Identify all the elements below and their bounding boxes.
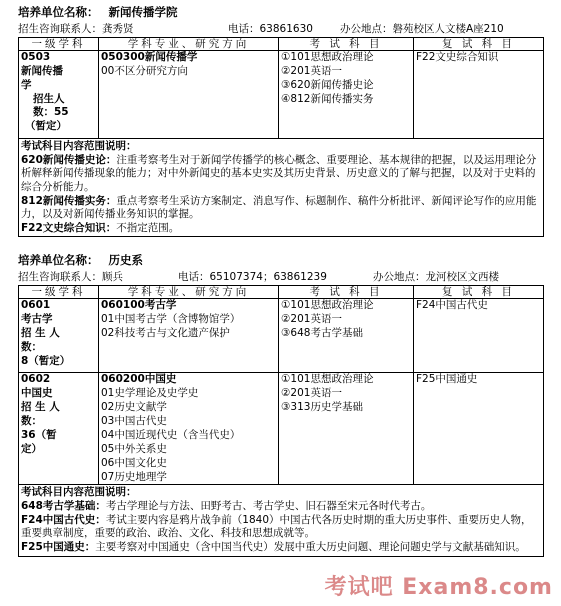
direction-item: 04中国近现代史（含当代史） bbox=[101, 428, 241, 441]
table-header-row bbox=[19, 286, 544, 299]
discipline-cell: 0602 中国史 招 生 人 数： 36（暂 定） bbox=[19, 373, 99, 485]
contact-row-2 bbox=[18, 269, 551, 285]
retest-cell: F22文史综合知识 bbox=[414, 51, 544, 139]
major-name: 060200中国史 bbox=[101, 373, 177, 386]
header-retest: 复 试 科 目 bbox=[414, 286, 544, 299]
exam-cell: ①101思想政治理论 ②201英语一 ③648考古学基础 bbox=[279, 299, 414, 373]
retest-cell: F24中国古代史 bbox=[414, 299, 544, 373]
unit-header-2 bbox=[18, 251, 551, 269]
watermark-logo: 考试吧 Exam8.com bbox=[324, 574, 553, 600]
contact-person: 招生咨询联系人：龚秀贤 bbox=[18, 23, 134, 35]
notes-title: 考试科目内容范围说明： bbox=[21, 486, 137, 499]
unit-header-1 bbox=[18, 3, 551, 21]
note-item: 620新闻传播史论：注重考察考生对于新闻学传播学的核心概念、重要理论、基本规律的把握，以及运用理论分析解释新闻传播现象的能力；对中外新闻史的基本史实及其历史背景、历史意义的了解与把握，以及对于史料的综合分析能力。 bbox=[21, 153, 537, 193]
contact-location: 办公地点：磐苑校区人文楼A座210 bbox=[340, 23, 504, 35]
note-item: F25中国通史：主要考察对中国通史（含中国当代史）发展中重大历史问题、理论问题史学与文献基础知识。 bbox=[21, 541, 526, 554]
exam-cell: ①101思想政治理论 ②201英语一 ③620新闻传播史论 ④812新闻传播实务 bbox=[279, 51, 414, 139]
header-discipline: 一级学科 bbox=[19, 38, 99, 51]
table-row bbox=[19, 299, 544, 373]
table-row bbox=[19, 373, 544, 485]
contact-phone: 电话：63861630 bbox=[228, 23, 313, 35]
contact-row-1 bbox=[18, 21, 551, 37]
note-item: 648考古学基础：考古学理论与方法、田野考古、考古学史、旧石器至宋元各时代考古。 bbox=[21, 500, 432, 513]
major-cell bbox=[99, 373, 279, 485]
exam-cell: ①101思想政治理论 ②201英语一 ③313历史学基础 bbox=[279, 373, 414, 485]
notes-title: 考试科目内容范围说明： bbox=[21, 140, 137, 152]
direction-item: 05中外关系史 bbox=[101, 442, 167, 455]
header-discipline: 一级学科 bbox=[19, 286, 99, 299]
table-header-row bbox=[19, 38, 544, 51]
notes-cell bbox=[19, 485, 544, 556]
table-row bbox=[19, 51, 544, 139]
note-item: 812新闻传播实务：重点考察考生采访方案制定、消息写作、标题制作、稿件分析批评、新闻评论写作的应用能力，以及对新闻传播业务知识的掌握。 bbox=[21, 194, 537, 221]
discipline-cell: 0601 考古学 招 生 人 数： 8（暂定） bbox=[19, 299, 99, 373]
contact-person: 招生咨询联系人：顾兵 bbox=[18, 271, 123, 284]
unit-name: 历史系 bbox=[108, 253, 143, 268]
unit-label: 培养单位名称： bbox=[18, 253, 99, 268]
direction-item: 06中国文化史 bbox=[101, 456, 167, 469]
direction-item: 07历史地理学 bbox=[101, 470, 167, 483]
unit-label: 培养单位名称： bbox=[18, 5, 99, 19]
major-name: 060100考古学 bbox=[101, 299, 177, 312]
header-exams: 考 试 科 目 bbox=[279, 286, 414, 299]
discipline-cell: 0503 新闻传播 学 招生人 数：55 （暂定） bbox=[19, 51, 99, 139]
header-major: 学科专业、研究方向 bbox=[99, 286, 279, 299]
notes-row bbox=[19, 485, 544, 556]
direction-item: 02科技考古与文化遗产保护 bbox=[101, 327, 230, 340]
notes-row bbox=[19, 139, 544, 237]
program-table-1 bbox=[18, 37, 544, 237]
major-name: 050300新闻传播学 bbox=[101, 51, 198, 63]
direction-item: 01史学理论及史学史 bbox=[101, 387, 199, 400]
header-major: 学科专业、研究方向 bbox=[99, 38, 279, 51]
contact-phone: 电话：65107374；63861239 bbox=[178, 271, 327, 284]
header-retest: 复 试 科 目 bbox=[414, 38, 544, 51]
header-exams: 考 试 科 目 bbox=[279, 38, 414, 51]
note-item: F24中国古代史：考试主要内容是鸦片战争前（1840）中国古代各历史时期的重大历史事件、重要历史人物，重要典章制度，重要的政治、政治、文化、科技和思想成就等。 bbox=[21, 513, 532, 540]
program-table-2 bbox=[18, 285, 544, 556]
direction-item: 00不区分研究方向 bbox=[101, 64, 188, 77]
direction-item: 02历史文献学 bbox=[101, 401, 167, 414]
notes-cell bbox=[19, 139, 544, 237]
major-cell bbox=[99, 299, 279, 373]
unit-name: 新闻传播学院 bbox=[108, 5, 178, 19]
note-item: F22文史综合知识：不指定范围。 bbox=[21, 221, 180, 234]
retest-cell: F25中国通史 bbox=[414, 373, 544, 485]
direction-item: 01中国考古学（含博物馆学） bbox=[101, 313, 241, 326]
direction-item: 03中国古代史 bbox=[101, 415, 167, 428]
major-cell bbox=[99, 51, 279, 139]
contact-location: 办公地点：龙河校区文西楼 bbox=[373, 271, 499, 284]
